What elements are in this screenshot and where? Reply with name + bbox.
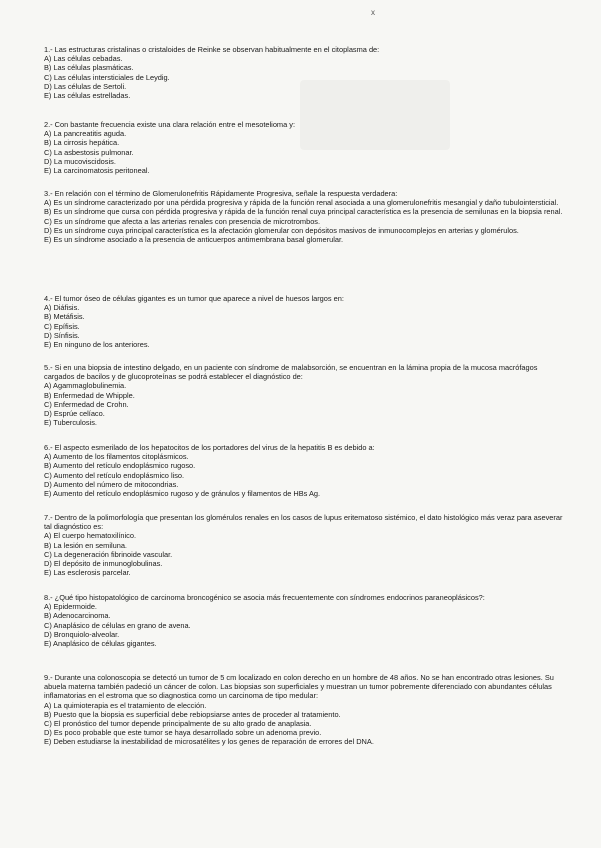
option-a: A) Epidermoide.	[44, 602, 97, 612]
option-d: D) Las células de Sertoli.	[44, 81, 127, 91]
option-e: E) Las esclerosis parcelar.	[44, 568, 131, 578]
option-e: E) Es un síndrome asociado a la presencia de anticuerpos antimembrana basal glomerular.	[44, 235, 344, 245]
question-8	[44, 593, 564, 648]
option-b: B) Aumento del retículo endoplásmico rugoso.	[44, 461, 196, 471]
option-e: E) Anaplásico de células gigantes.	[44, 639, 157, 649]
option-a: A) Agammaglobulinemia.	[44, 381, 127, 391]
question-9	[44, 673, 564, 747]
option-e: E) La carcinomatosis peritoneal.	[44, 166, 150, 176]
question-stem: 7.- Dentro de la polimorfología que presentan los glomérulos renales en los casos de lupus eritematoso sistémico, el dato histológico más veraz para aseverar tal diagnóstico es:	[44, 513, 563, 532]
option-b: B) Enfermedad de Whipple.	[44, 390, 135, 400]
question-1	[44, 45, 564, 100]
option-b: B) La lesión en semiluna.	[44, 540, 127, 550]
option-a: A) La pancreatitis aguda.	[44, 129, 127, 139]
option-e: E) Deben estudiarse la inestabilidad de microsatélites y los genes de reparación de errores del DNA.	[44, 737, 374, 747]
option-c: C) La degeneración fibrinoide vascular.	[44, 549, 173, 559]
option-c: C) Las células intersticiales de Leydig.	[44, 72, 170, 82]
option-b: B) Adenocarcinoma.	[44, 611, 111, 621]
option-c: C) Es un síndrome que afecta a las arterias renales con presencia de microtrombos.	[44, 216, 321, 226]
option-e: E) En ninguno de los anteriores.	[44, 340, 150, 350]
question-2	[44, 120, 564, 175]
option-d: D) La mucoviscidosis.	[44, 156, 116, 166]
option-e: E) Las células estrelladas.	[44, 91, 131, 101]
option-c: C) La asbestosis pulmonar.	[44, 147, 134, 157]
option-b: B) Metáfisis.	[44, 312, 85, 322]
option-a: A) La quimioterapia es el tratamiento de elección.	[44, 700, 207, 710]
option-a: A) Diáfisis.	[44, 303, 80, 313]
option-c: C) Aumento del retículo endoplásmico liso.	[44, 470, 185, 480]
question-6	[44, 443, 564, 498]
option-d: D) Es poco probable que este tumor se haya desarrollado sobre un adenoma previo.	[44, 728, 322, 738]
question-stem: 4.- El tumor óseo de células gigantes es un tumor que aparece a nivel de huesos largos en:	[44, 294, 344, 303]
option-a: A) Aumento de los filamentos citoplásmicos.	[44, 452, 189, 462]
question-4	[44, 294, 564, 349]
option-e: E) Aumento del retículo endoplásmico rugoso y de gránulos y filamentos de HBs Ag.	[44, 489, 321, 499]
question-stem: 5.- Si en una biopsia de intestino delgado, en un paciente con síndrome de malabsorción, se encuentran en la lámina propia de la mucosa macrófagos cargados de bacilos y de glucoproteínas se podrá establecer el diagnóstico de:	[44, 363, 538, 382]
option-c: C) El pronóstico del tumor depende principalmente de su alto grado de anaplasia.	[44, 719, 312, 729]
option-e: E) Tuberculosis.	[44, 418, 97, 428]
option-d: D) Sínfisis.	[44, 330, 80, 340]
option-d: D) Aumento del número de mitocondrias.	[44, 479, 179, 489]
option-d: D) El depósito de inmunoglobulinas.	[44, 559, 163, 569]
option-b: B) La cirrosis hepática.	[44, 138, 120, 148]
question-stem: 3.- En relación con el término de Glomerulonefritis Rápidamente Progresiva, señale la respuesta verdadera:	[44, 189, 398, 198]
question-7	[44, 513, 564, 577]
question-stem: 2.- Con bastante frecuencia existe una clara relación entre el mesotelioma y:	[44, 120, 296, 129]
option-d: D) Bronquiolo-alveolar.	[44, 629, 120, 639]
option-d: D) Es un síndrome cuya principal característica es la afectación glomerular con depósitos masivos de inmunocomplejos en arterias y glomérulos.	[44, 225, 519, 235]
option-c: C) Anaplásico de células en grano de avena.	[44, 620, 191, 630]
question-stem: 9.- Durante una colonoscopia se detectó un tumor de 5 cm localizado en colon derecho en un hombre de 48 años. No se han encontrado otras lesiones. Su abuela materna también padeció un cáncer de colon. Las biopsias son superficiales y muestran un tumor pobremente diferenciado con abundantes células inflamatorias en el estroma que so diagnostica como un carcinoma de tipo medular:	[44, 673, 554, 701]
page-mark: x	[371, 8, 375, 17]
option-d: D) Esprúe celíaco.	[44, 409, 105, 419]
option-b: B) Puesto que la biopsia es superficial debe rebiopsiarse antes de proceder al tratamiento.	[44, 709, 341, 719]
option-c: C) Epífisis.	[44, 321, 80, 331]
question-5	[44, 363, 564, 427]
question-stem: 1.- Las estructuras cristalinas o cristaloides de Reinke se observan habitualmente en el citoplasma de:	[44, 45, 380, 54]
option-a: A) El cuerpo hematoxilínico.	[44, 531, 137, 541]
option-b: B) Es un síndrome que cursa con pérdida progresiva y rápida de la función renal cuya principal característica es la presencia de semilunas en la biopsia renal.	[44, 207, 563, 217]
option-a: A) Las células cebadas.	[44, 54, 123, 64]
option-b: B) Las células plasmáticas.	[44, 63, 134, 73]
question-stem: 8.- ¿Qué tipo histopatológico de carcinoma broncogénico se asocia más frecuentemente con síndromes endocrinos paraneoplásicos?:	[44, 593, 485, 602]
question-stem: 6.- El aspecto esmerilado de los hepatocitos de los portadores del virus de la hepatitis B es debido a:	[44, 443, 375, 452]
option-a: A) Es un síndrome caracterizado por una pérdida progresiva y rápida de la función renal asociada a una glomerulonefritis mesangial y daño tubulointersticial.	[44, 198, 559, 208]
question-3	[44, 189, 564, 244]
option-c: C) Enfermedad de Crohn.	[44, 399, 129, 409]
